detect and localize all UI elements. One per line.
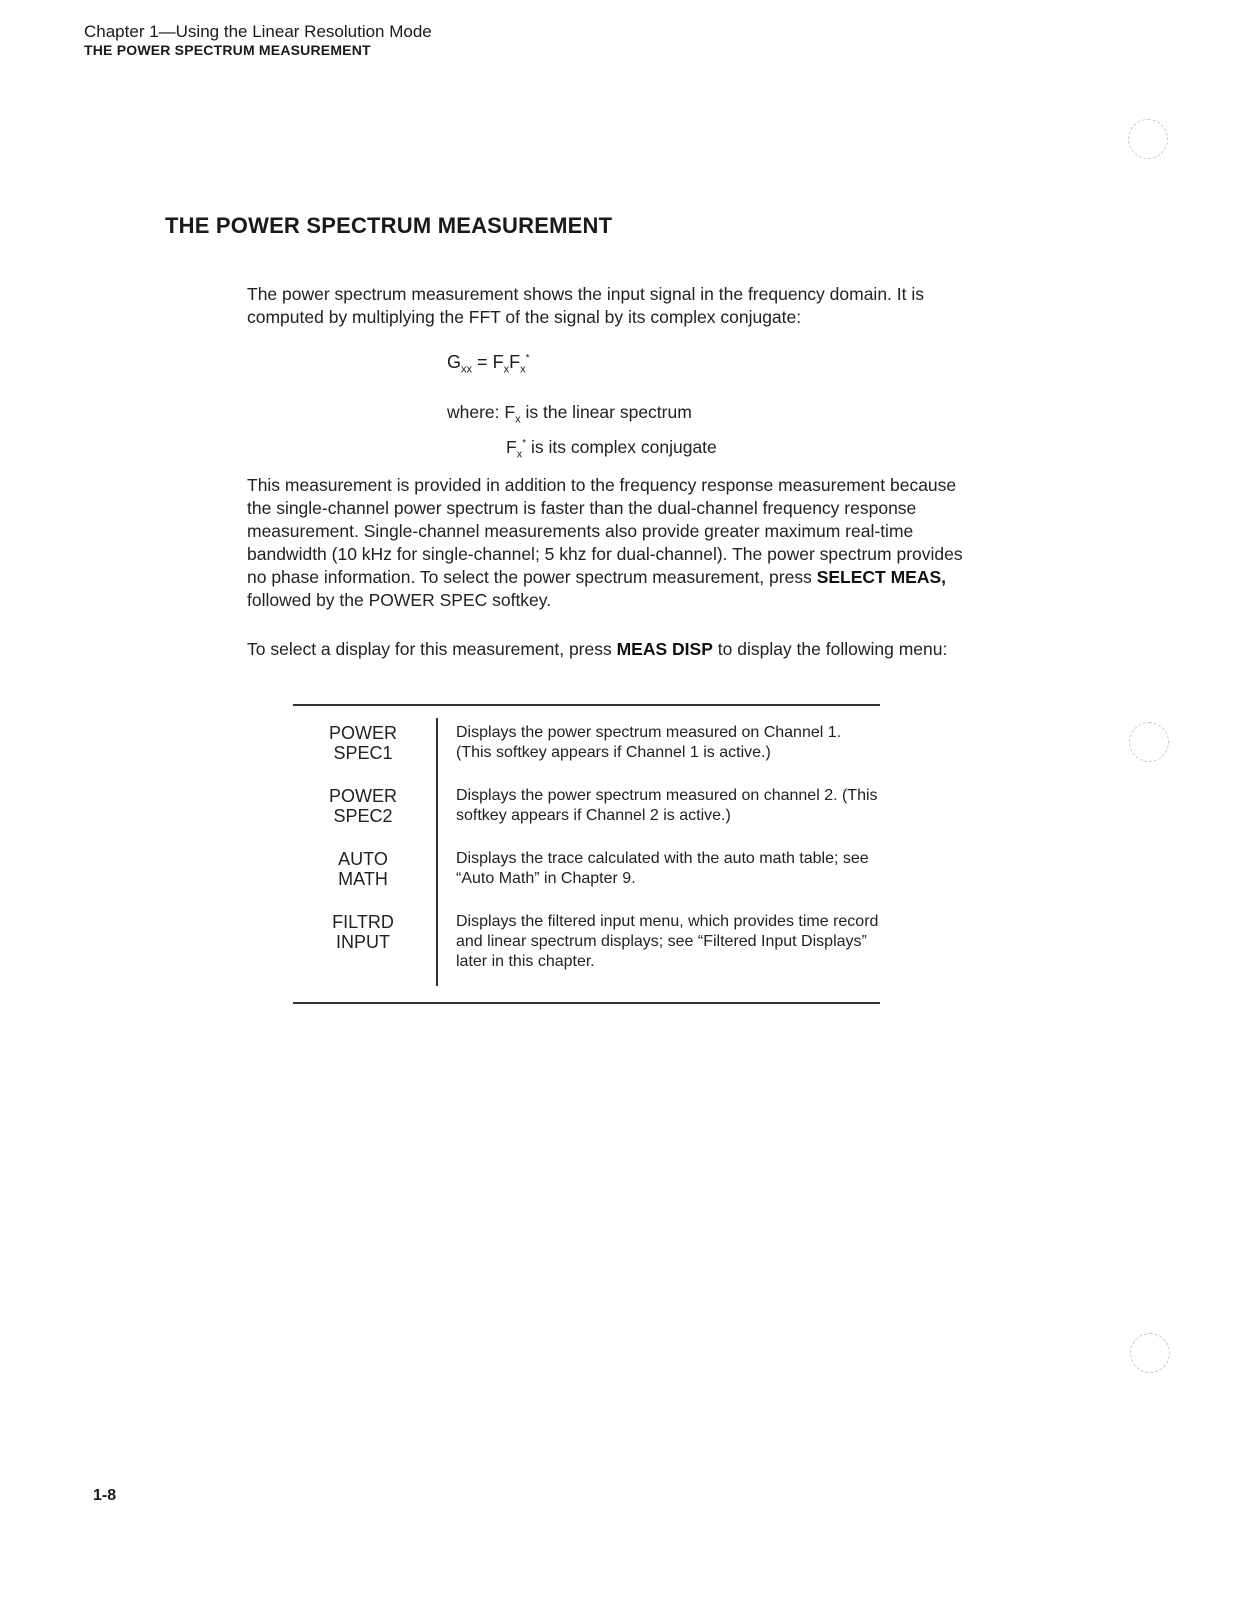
legend-line-1: is the linear spectrum — [525, 402, 692, 422]
binder-hole — [1129, 722, 1169, 762]
softkey-description: Displays the power spectrum measured on Channel 1. (This softkey appears if Channel 1 is active.) — [456, 724, 842, 761]
softkey-menu-table — [293, 704, 880, 1004]
where-label: where: — [447, 402, 500, 422]
binder-hole — [1130, 1333, 1170, 1373]
softkey-label: POWER SPEC1 — [328, 723, 397, 763]
description-paragraph: This measurement is provided in addition to the frequency response measurement because the single-channel power spectrum is faster than the dual-channel frequency response measurement. Single-channel measurements also provide greater maximum real-time bandwidth (10 kHz for single-channel; 5 khz for dual-channel). The power spectrum provides no phase information. To select the power spectrum measurement, press SELECT MEAS, followed by the POWER SPEC softkey. — [247, 475, 963, 610]
softkey-label: POWER SPEC2 — [328, 786, 397, 826]
menu-intro-paragraph: To select a display for this measurement, press MEAS DISP to display the following menu: — [247, 639, 948, 659]
softkey-label: AUTO MATH — [338, 849, 388, 889]
binder-hole — [1128, 119, 1168, 159]
meas-disp-key: MEAS DISP — [616, 639, 713, 659]
softkey-description: Displays the power spectrum measured on channel 2. (This softkey appears if Channel 2 is active.) — [456, 787, 878, 824]
running-header — [84, 22, 432, 59]
power-spectrum-equation: $G_{xx} = F_xF_x^*$ — [447, 352, 530, 376]
legend-line-2: is its complex conjugate — [530, 436, 717, 457]
softkey-description: Displays the trace calculated with the auto math table; see “Auto Math” in Chapter 9. — [456, 850, 869, 887]
select-meas-key: SELECT MEAS, — [816, 567, 947, 587]
chapter-title: Chapter 1—Using the Linear Resolution Mode — [84, 22, 432, 41]
softkey-label: FILTRD INPUT — [332, 912, 394, 952]
section-title: THE POWER SPECTRUM MEASUREMENT — [165, 213, 613, 238]
equation-legend: where: $F_x$ is the linear spectrum $F_x^*$ is its complex conjugate — [447, 402, 717, 460]
intro-paragraph: The power spectrum measurement shows the input signal in the frequency domain. It is computed by multiplying the FFT of the signal by its complex conjugate: — [247, 284, 925, 327]
table-divider — [436, 718, 438, 986]
page-number: 1-8 — [93, 1487, 117, 1504]
section-running-title: THE POWER SPECTRUM MEASUREMENT — [84, 42, 371, 58]
softkey-description: Displays the filtered input menu, which provides time record and linear spectrum displays; see “Filtered Input Displays” later in this chapter. — [456, 913, 879, 970]
